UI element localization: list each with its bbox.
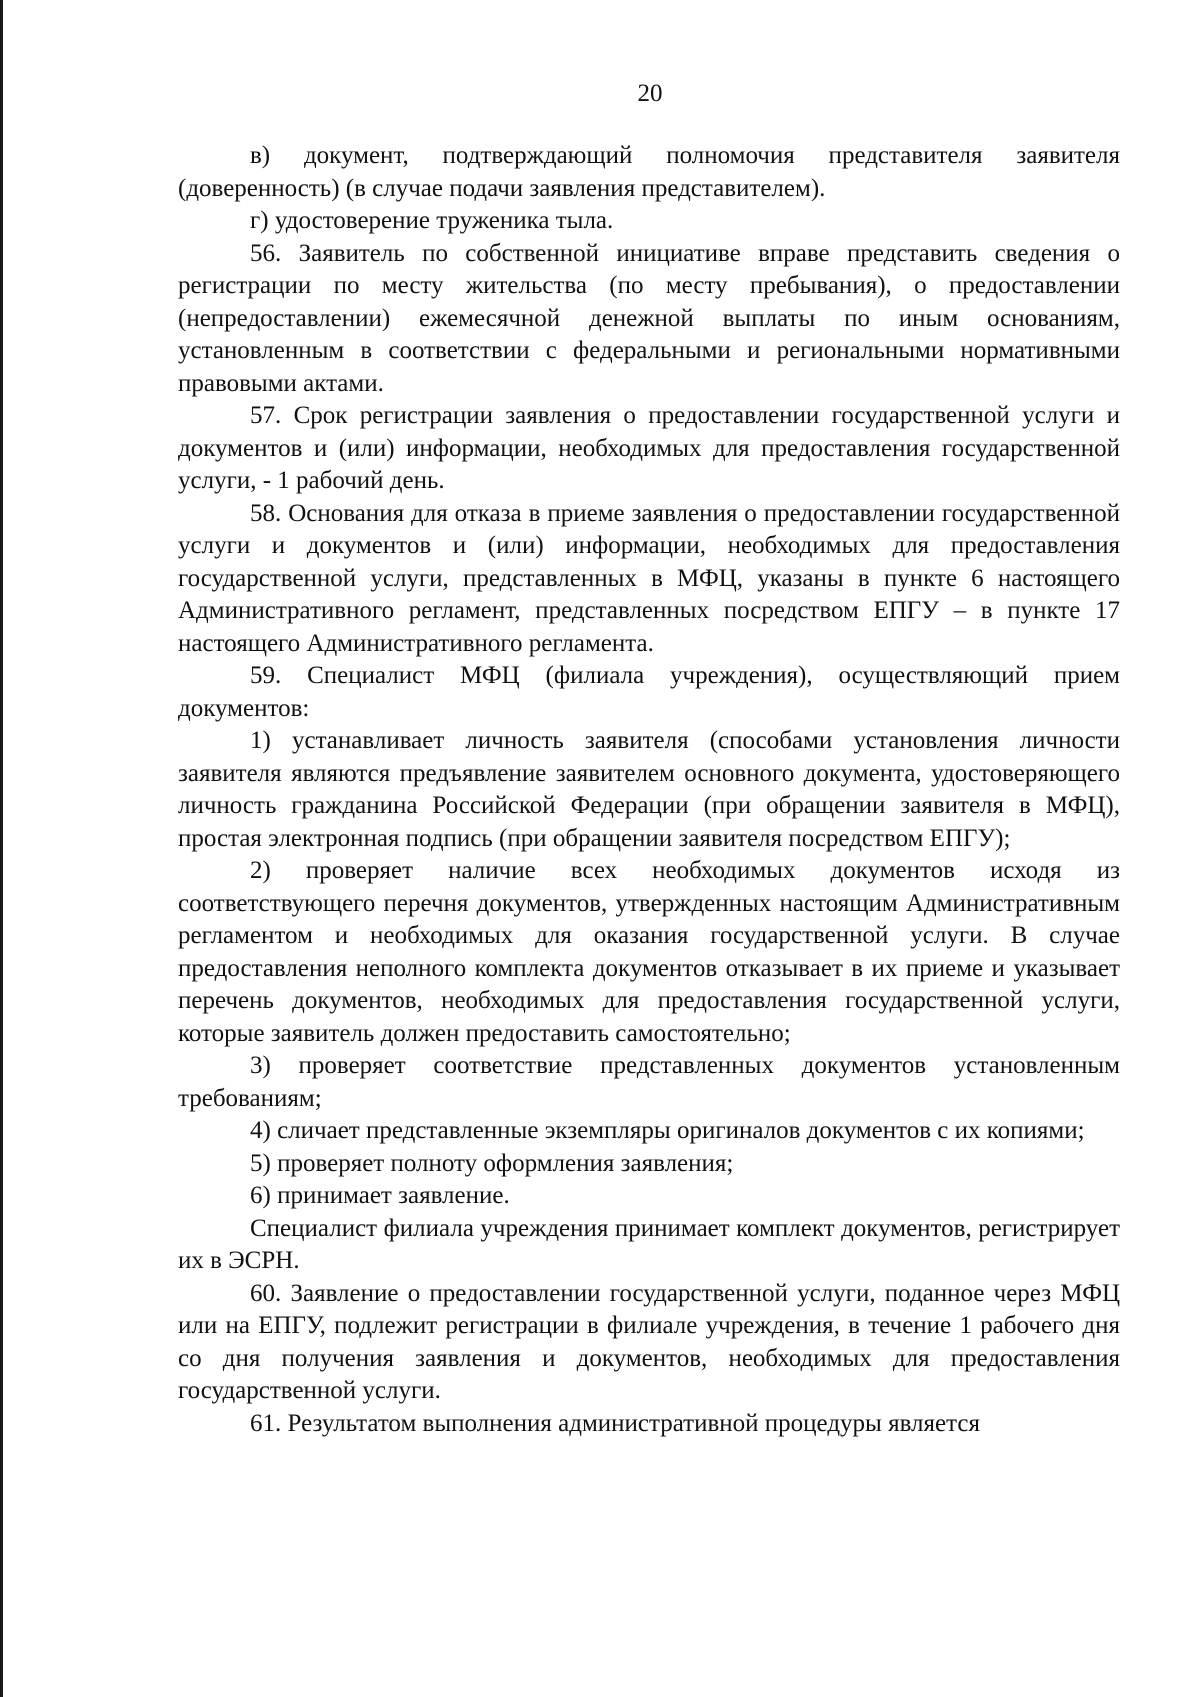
- page-number: 20: [637, 80, 663, 107]
- paragraph-57: 57. Срок регистрации заявления о предоставлении государственной услуги и документов и (или) информации, необходимых для предоставления государственной услуги, - 1 рабочий день.: [178, 402, 1120, 494]
- scan-edge: [0, 0, 3, 1697]
- paragraph-59: 59. Специалист МФЦ (филиала учреждения), осуществляющий прием документов:: [178, 662, 1120, 722]
- paragraph-59-2: 2) проверяет наличие всех необходимых документов исходя из соответствующего перечня документов, утвержденных настоящим Административным регламентом и необходимых для оказания государственной услуги. В случае предоставления неполного комплекта документов отказывает в их приеме и указывает перечень документов, необходимых для предоставления государственной услуги, которые заявитель должен предоставить самостоятельно;: [178, 857, 1120, 1047]
- paragraph-59-3: 3) проверяет соответствие представленных документов установленным требованиям;: [178, 1052, 1120, 1112]
- paragraph-v: в) документ, подтверждающий полномочия представителя заявителя (доверенность) (в случае подачи заявления представителем).: [178, 142, 1120, 202]
- paragraph-g: г) удостоверение труженика тыла.: [250, 207, 614, 234]
- paragraph-59-5: 5) проверяет полноту оформления заявления;: [250, 1149, 734, 1177]
- paragraph-59-1: 1) устанавливает личность заявителя (способами установления личности заявителя являются предъявление заявителем основного документа, удостоверяющего личность гражданина Российской Федерации (при обращении заявителя в МФЦ), простая электронная подпись (при обращении заявителя посредством ЕПГУ);: [178, 727, 1120, 852]
- document-body: [178, 140, 1120, 1440]
- paragraph-59-6: 6) принимает заявление.: [250, 1182, 510, 1209]
- paragraph-56: 56. Заявитель по собственной инициативе вправе представить сведения о регистрации по месту жительства (по месту пребывания), о предоставлении (непредоставлении) ежемесячной денежной выплаты по иным основаниям, установленным в соответствии с федеральными и региональными нормативными правовыми актами.: [178, 239, 1120, 397]
- paragraph-61: 61. Результатом выполнения административной процедуры является: [250, 1409, 980, 1437]
- paragraph-specialist: Специалист филиала учреждения принимает комплект документов, регистрирует их в ЭСРН.: [178, 1214, 1120, 1274]
- paragraph-59-4: 4) сличает представленные экземпляры оригиналов документов с их копиями;: [250, 1117, 1085, 1144]
- paragraph-58: 58. Основания для отказа в приеме заявления о предоставлении государственной услуги и документов и (или) информации, необходимых для предоставления государственной услуги, представленных в МФЦ, указаны в пункте 6 настоящего Административного регламент, представленных посредством ЕПГУ – в пункте 17 настоящего Административного регламента.: [178, 499, 1120, 657]
- paragraph-60: 60. Заявление о предоставлении государственной услуги, поданное через МФЦ или на ЕПГУ, подлежит регистрации в филиале учреждения, в течение 1 рабочего дня со дня получения заявления и документов, необходимых для предоставления государственной услуги.: [178, 1279, 1120, 1404]
